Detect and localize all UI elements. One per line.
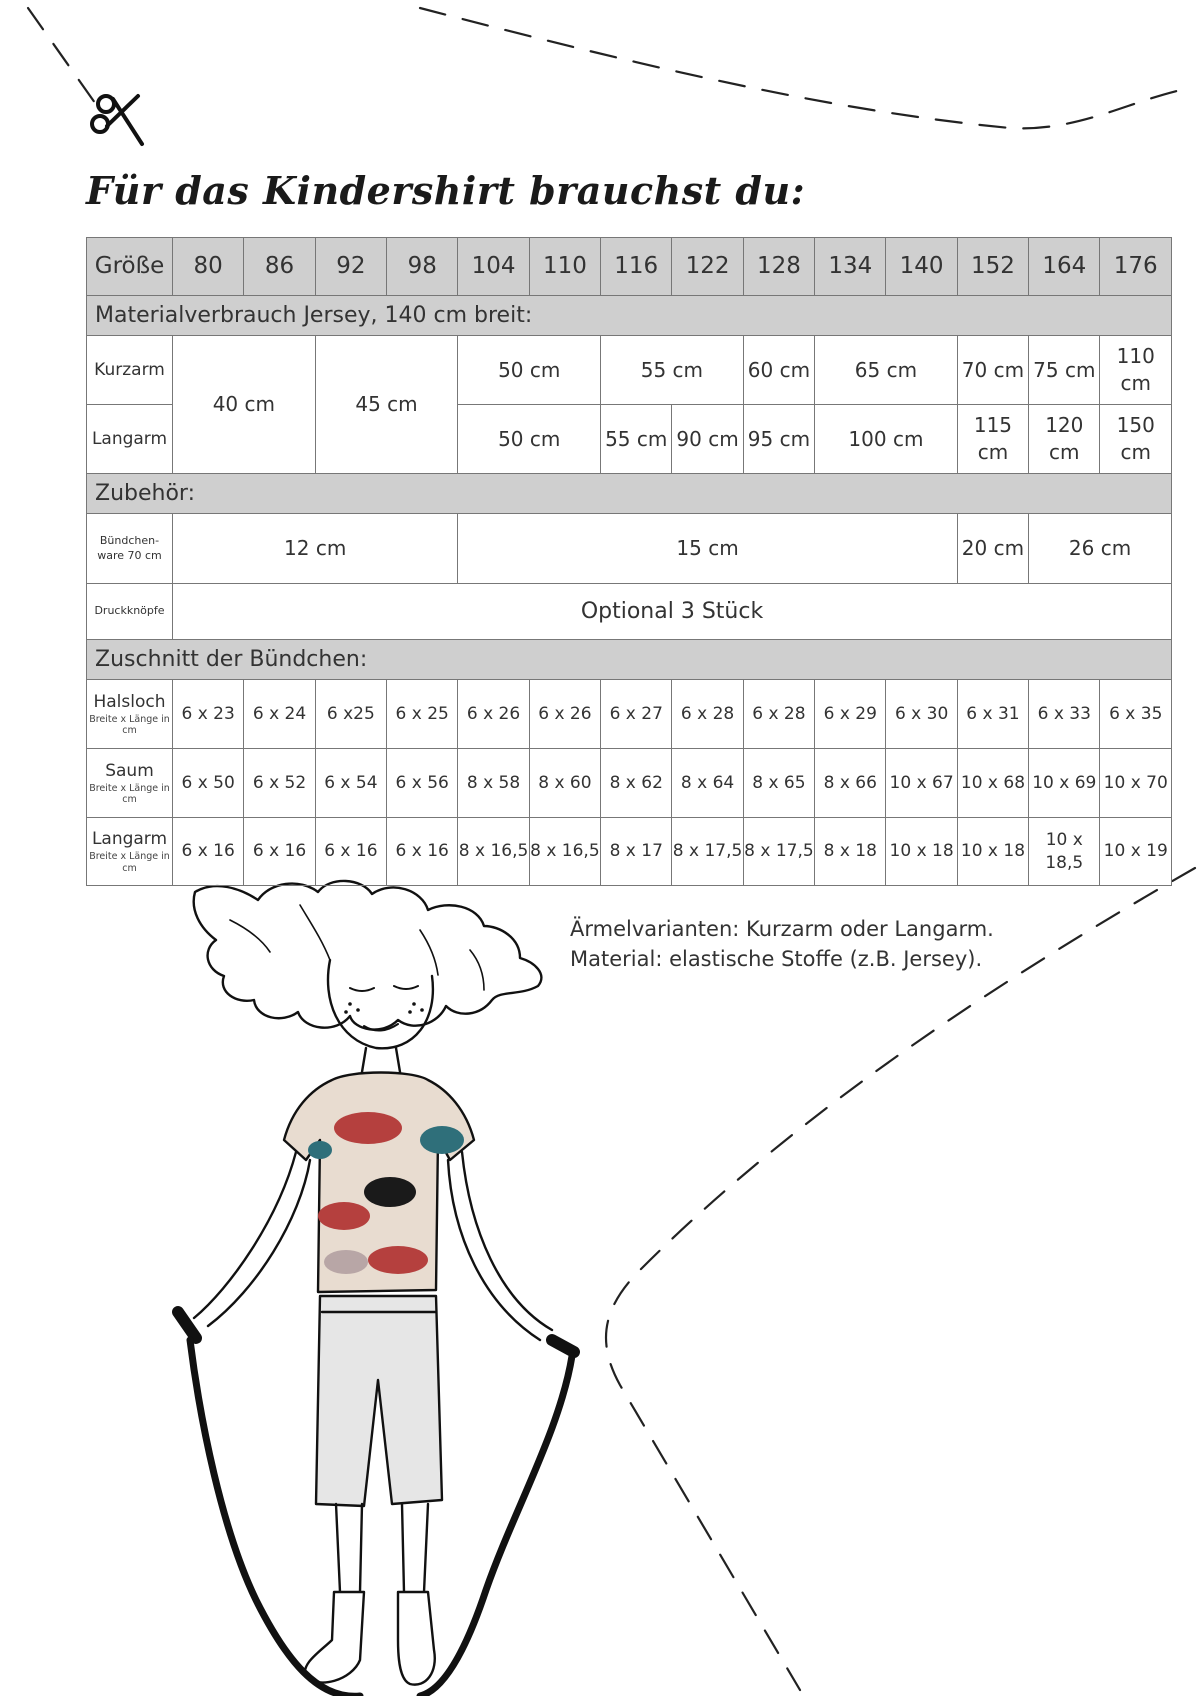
cut-cell: 10 x 18 bbox=[886, 818, 957, 886]
cut-row-langarm bbox=[87, 818, 1172, 886]
cut-row-note: Breite x Länge in cm bbox=[89, 782, 170, 806]
cut-cell: 6 x 25 bbox=[387, 680, 458, 749]
size-header-row bbox=[87, 238, 1172, 296]
cut-cell: 10 x 19 bbox=[1100, 818, 1172, 886]
cut-cell: 8 x 18 bbox=[815, 818, 886, 886]
cut-cell: 6 x 52 bbox=[244, 749, 315, 818]
cut-cell: 6 x 50 bbox=[173, 749, 244, 818]
cut-row-note: Breite x Länge in cm bbox=[89, 851, 170, 874]
size-cell: 110 bbox=[529, 238, 600, 296]
cut-cell: 8 x 58 bbox=[458, 749, 529, 818]
cut-line-top bbox=[420, 8, 1190, 128]
langarm-134-140: 100 cm bbox=[815, 405, 958, 474]
cut-cell: 10 x 68 bbox=[957, 749, 1028, 818]
cut-cell: 6 x 29 bbox=[815, 680, 886, 749]
size-cell: 140 bbox=[886, 238, 957, 296]
cut-cell: 6 x 16 bbox=[173, 818, 244, 886]
girl-illustration bbox=[178, 881, 574, 1696]
cut-cell: 10 x 18 bbox=[957, 818, 1028, 886]
size-cell: 176 bbox=[1100, 238, 1172, 296]
kurzarm-134-140: 65 cm bbox=[815, 336, 958, 405]
cut-row-halsloch bbox=[87, 680, 1172, 749]
note-material: Material: elastische Stoffe (z.B. Jersey). bbox=[570, 947, 983, 971]
kurzarm-row bbox=[87, 336, 1172, 405]
cut-cell: 8 x 66 bbox=[815, 749, 886, 818]
page-title: Für das Kindershirt brauchst du: bbox=[86, 168, 806, 213]
langarm-128: 95 cm bbox=[743, 405, 814, 474]
cut-cell: 8 x 17,5 bbox=[743, 818, 814, 886]
langarm-176: 150 cm bbox=[1100, 405, 1172, 474]
cut-section-header: Zuschnitt der Bündchen: bbox=[87, 640, 1172, 680]
size-cell: 104 bbox=[458, 238, 529, 296]
cut-cell: 10 x 67 bbox=[886, 749, 957, 818]
cut-row-note: Breite x Länge in cm bbox=[89, 713, 170, 737]
material-92-98: 45 cm bbox=[315, 336, 458, 474]
size-cell: 164 bbox=[1029, 238, 1100, 296]
sock-right bbox=[398, 1592, 435, 1685]
buendchen-152: 20 cm bbox=[957, 514, 1028, 584]
cut-row-saum bbox=[87, 749, 1172, 818]
cut-cell: 8 x 64 bbox=[672, 749, 743, 818]
cut-cell: 6 x 26 bbox=[458, 680, 529, 749]
size-cell: 128 bbox=[743, 238, 814, 296]
buendchen-104-140: 15 cm bbox=[458, 514, 957, 584]
cut-cell: 6 x 16 bbox=[315, 818, 386, 886]
size-cell: 122 bbox=[672, 238, 743, 296]
face bbox=[328, 960, 433, 1048]
cut-cell: 6 x 27 bbox=[601, 680, 672, 749]
langarm-116: 55 cm bbox=[601, 405, 672, 474]
note-sleeve-variants: Ärmelvarianten: Kurzarm oder Langarm. bbox=[570, 917, 994, 941]
langarm-label: Langarm bbox=[87, 405, 173, 474]
hair bbox=[194, 881, 542, 1030]
size-cell: 86 bbox=[244, 238, 315, 296]
cut-row-label bbox=[87, 749, 173, 818]
cut-cell: 6 x 35 bbox=[1100, 680, 1172, 749]
size-cell: 98 bbox=[387, 238, 458, 296]
size-cell: 152 bbox=[957, 238, 1028, 296]
cut-cell: 6 x 23 bbox=[173, 680, 244, 749]
cut-cell: 8 x 16,5 bbox=[458, 818, 529, 886]
kurzarm-176: 110 cm bbox=[1100, 336, 1172, 405]
cut-cell: 8 x 62 bbox=[601, 749, 672, 818]
size-cell: 92 bbox=[315, 238, 386, 296]
size-label: Größe bbox=[87, 238, 173, 296]
cut-cell: 10 x 70 bbox=[1100, 749, 1172, 818]
buendchen-164-176: 26 cm bbox=[1029, 514, 1172, 584]
cut-cell: 6 x 26 bbox=[529, 680, 600, 749]
buendchen-row bbox=[87, 514, 1172, 584]
cut-cell: 10 x 69 bbox=[1029, 749, 1100, 818]
cut-line-top-left bbox=[28, 8, 100, 110]
cut-row-name: Langarm bbox=[91, 829, 168, 850]
cut-cell: 8 x 65 bbox=[743, 749, 814, 818]
cut-row-name: Saum bbox=[105, 760, 154, 781]
langarm-122: 90 cm bbox=[672, 405, 743, 474]
kurzarm-116-122: 55 cm bbox=[601, 336, 744, 405]
cut-cell: 8 x 60 bbox=[529, 749, 600, 818]
cut-cell: 6 x 33 bbox=[1029, 680, 1100, 749]
cut-cell: 6 x 30 bbox=[886, 680, 957, 749]
druckknoepfe-value: Optional 3 Stück bbox=[173, 584, 1172, 640]
druckknoepfe-label: Druckknöpfe bbox=[87, 584, 173, 640]
langarm-152: 115 cm bbox=[957, 405, 1028, 474]
cut-cell: 8 x 16,5 bbox=[529, 818, 600, 886]
cut-cell: 6 x 28 bbox=[743, 680, 814, 749]
cut-row-name: Halsloch bbox=[93, 691, 166, 712]
cut-cell: 6 x25 bbox=[315, 680, 386, 749]
cut-cell: 8 x 17 bbox=[601, 818, 672, 886]
cut-cell: 6 x 28 bbox=[672, 680, 743, 749]
shorts bbox=[316, 1296, 442, 1506]
kurzarm-label: Kurzarm bbox=[87, 336, 173, 405]
kurzarm-104-110: 50 cm bbox=[458, 336, 601, 405]
cut-line-right bbox=[606, 868, 1195, 1690]
cut-cell: 6 x 16 bbox=[387, 818, 458, 886]
size-cell: 80 bbox=[173, 238, 244, 296]
size-cell: 134 bbox=[815, 238, 886, 296]
buendchen-label: Bündchen-ware 70 cm bbox=[87, 514, 173, 584]
druckknoepfe-row bbox=[87, 584, 1172, 640]
langarm-164: 120 cm bbox=[1029, 405, 1100, 474]
notes bbox=[570, 914, 994, 974]
buendchen-80-98: 12 cm bbox=[173, 514, 458, 584]
material-80-86: 40 cm bbox=[173, 336, 316, 474]
size-cell: 116 bbox=[601, 238, 672, 296]
cut-row-label bbox=[87, 680, 173, 749]
size-table bbox=[86, 237, 1172, 886]
accessories-section-header: Zubehör: bbox=[87, 474, 1172, 514]
cut-cell: 8 x 17,5 bbox=[672, 818, 743, 886]
cut-cell: 6 x 56 bbox=[387, 749, 458, 818]
scissors-icon bbox=[92, 96, 142, 144]
kurzarm-164: 75 cm bbox=[1029, 336, 1100, 405]
cut-cell: 6 x 31 bbox=[957, 680, 1028, 749]
material-section-header: Materialverbrauch Jersey, 140 cm breit: bbox=[87, 296, 1172, 336]
kurzarm-152: 70 cm bbox=[957, 336, 1028, 405]
kurzarm-128: 60 cm bbox=[743, 336, 814, 405]
cut-cell: 10 x 18,5 bbox=[1029, 818, 1100, 886]
sock-left bbox=[305, 1592, 364, 1683]
cut-row-label bbox=[87, 818, 173, 886]
cut-cell: 6 x 24 bbox=[244, 680, 315, 749]
cut-cell: 6 x 54 bbox=[315, 749, 386, 818]
cut-cell: 6 x 16 bbox=[244, 818, 315, 886]
langarm-104-110: 50 cm bbox=[458, 405, 601, 474]
